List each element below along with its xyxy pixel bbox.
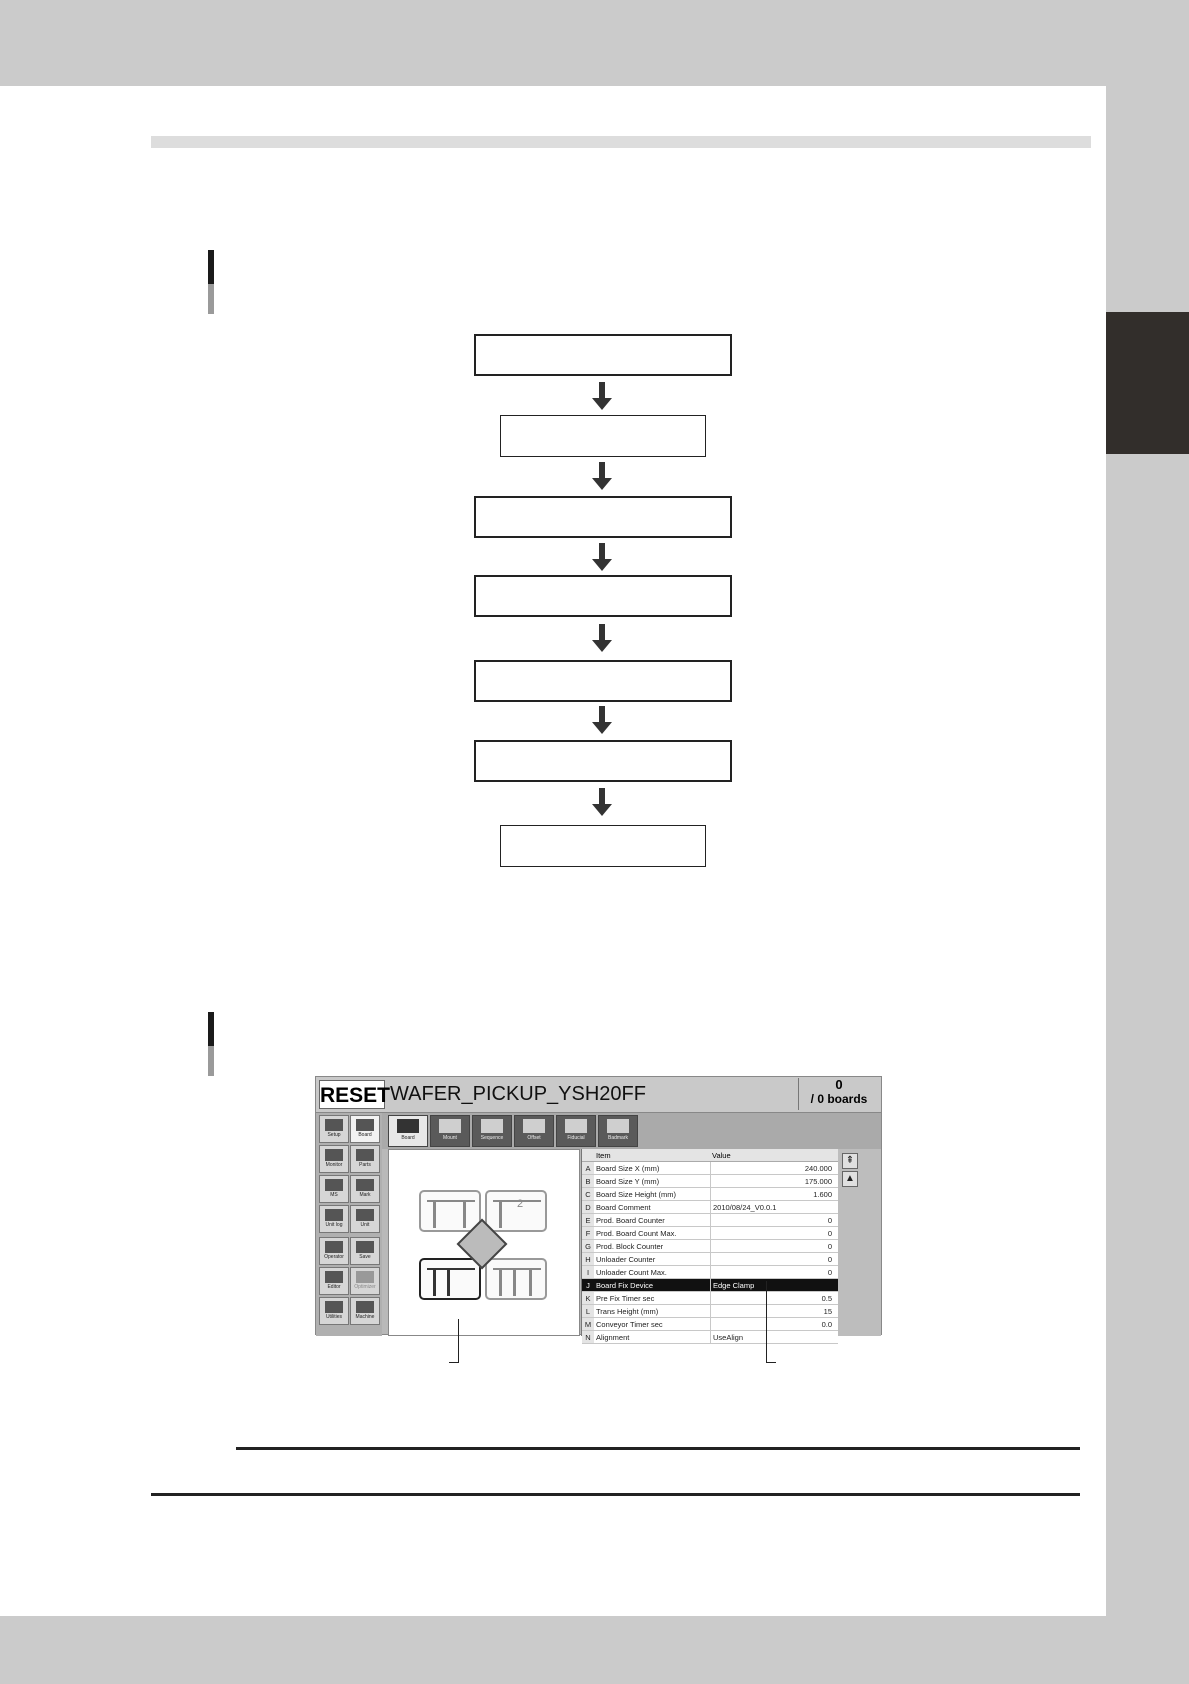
row-item: Board Comment [596,1203,651,1212]
offset-tab-icon [523,1119,545,1133]
row-item: Unloader Count Max. [596,1268,667,1277]
ui-tab-bar [382,1113,881,1149]
table-row[interactable] [582,1305,838,1318]
row-value: 1.600 [710,1188,834,1201]
row-key: E [582,1214,594,1226]
sidebar-button-parts[interactable]: Parts [350,1145,380,1173]
sidebar-button-mark[interactable]: Mark [350,1175,380,1203]
table-row[interactable] [582,1214,838,1227]
sequence-tab-icon [481,1119,503,1133]
board-count-total: / 0 boards [810,1092,868,1106]
table-row[interactable] [582,1188,838,1201]
table-row[interactable] [582,1253,838,1266]
header-bar [151,136,1091,148]
row-item: Prod. Board Counter [596,1216,665,1225]
row-value: 0 [710,1266,834,1279]
tab-mount[interactable]: Mount [430,1115,470,1147]
machine-ui-screenshot [315,1076,882,1342]
reset-button[interactable]: RESET [319,1080,385,1109]
callout-line [449,1362,459,1363]
setup-icon [325,1119,343,1131]
tab-board[interactable]: Board [388,1115,428,1147]
table-row[interactable] [582,1292,838,1305]
unit-icon [356,1209,374,1221]
row-key: J [582,1279,594,1291]
board-data-table [581,1149,838,1342]
board-name: WAFER_PICKUP_YSH20FF [390,1083,646,1105]
ms-icon [325,1179,343,1191]
board-icon [356,1119,374,1131]
sidebar-button-editor[interactable]: Editor [319,1267,349,1295]
row-value: UseAlign [710,1331,834,1344]
footer-rule [151,1493,1080,1496]
row-key: K [582,1292,594,1304]
row-item: Unloader Counter [596,1255,656,1264]
board-fix-diagram [388,1149,580,1336]
sidebar-button-ms[interactable]: MS [319,1175,349,1203]
flow-step [474,496,732,538]
row-item: Board Size Height (mm) [596,1190,677,1199]
row-item: Trans Height (mm) [596,1307,659,1316]
fix-option-number: 2 [517,1198,524,1210]
flow-arrow [592,624,612,654]
tab-offset[interactable]: Offset [514,1115,554,1147]
section-marker [208,1012,214,1076]
flow-step [474,575,732,617]
flow-step [474,740,732,782]
row-item: Conveyor Timer sec [596,1320,663,1329]
table-row[interactable] [582,1162,838,1175]
section-marker [208,250,214,314]
board-tab-icon [397,1119,419,1133]
machine-icon [356,1301,374,1313]
table-row[interactable] [582,1240,838,1253]
row-value: 240.000 [710,1162,834,1175]
row-item: Pre Fix Timer sec [596,1294,655,1303]
chapter-tab [1106,312,1189,454]
editor-icon [325,1271,343,1283]
table-row[interactable] [582,1318,838,1331]
row-value: 0 [710,1214,834,1227]
row-value: 0 [710,1227,834,1240]
row-key: H [582,1253,594,1265]
row-key: A [582,1162,594,1174]
flow-arrow [592,382,612,412]
row-key: F [582,1227,594,1239]
row-value: 15 [710,1305,834,1318]
sidebar-button-setup[interactable]: Setup [319,1115,349,1143]
row-item: Board Size X (mm) [596,1164,660,1173]
note-rule [236,1447,1080,1450]
tab-sequence[interactable]: Sequence [472,1115,512,1147]
col-value-header: Value [712,1151,731,1160]
row-value: 0 [710,1253,834,1266]
unit-log-icon [325,1209,343,1221]
mount-tab-icon [439,1119,461,1133]
sidebar-button-board[interactable]: Board [350,1115,380,1143]
row-item: Board Size Y (mm) [596,1177,660,1186]
parts-icon [356,1149,374,1161]
sidebar-button-monitor[interactable]: Monitor [319,1145,349,1173]
optimizer-icon [356,1271,374,1283]
fix-option-card[interactable] [419,1190,481,1232]
flow-step [474,660,732,702]
row-value: 175.000 [710,1175,834,1188]
flow-arrow [592,462,612,492]
flow-arrow [592,788,612,818]
row-key: C [582,1188,594,1200]
row-value: Edge Clamp [710,1279,834,1292]
table-row[interactable] [582,1175,838,1188]
row-item: Alignment [596,1333,630,1342]
table-row[interactable] [582,1227,838,1240]
col-item-header: Item [596,1151,611,1160]
flow-step [500,415,706,457]
scroll-top-button[interactable]: ⇞ [842,1153,858,1169]
operator-icon [325,1241,343,1253]
fix-option-card-selected[interactable] [419,1258,481,1300]
sidebar-button-machine[interactable]: Machine [350,1297,380,1325]
ui-sidebar [316,1113,382,1336]
callout-line [766,1362,776,1363]
callout-line [766,1281,767,1363]
fix-option-card[interactable] [485,1258,547,1300]
sidebar-button-utilities[interactable]: Utilities [319,1297,349,1325]
flow-arrow [592,543,612,573]
table-scrollbar[interactable] [838,1149,881,1336]
tab-badmark[interactable]: Badmark [598,1115,638,1147]
row-item: Prod. Board Count Max. [596,1229,677,1238]
mark-icon [356,1179,374,1191]
flow-step [474,334,732,376]
table-header [582,1149,838,1162]
flow-step [500,825,706,867]
badmark-tab-icon [607,1119,629,1133]
flow-arrow [592,706,612,736]
sidebar-button-optimizer[interactable]: Optimizer [350,1267,380,1295]
table-row[interactable] [582,1266,838,1279]
table-row-selected[interactable] [582,1279,838,1292]
row-item: Board Fix Device [596,1281,654,1290]
save-icon [356,1241,374,1253]
row-value: 0.5 [710,1292,834,1305]
sidebar-button-save[interactable]: Save [350,1237,380,1265]
table-row[interactable] [582,1201,838,1214]
fiducial-tab-icon [565,1119,587,1133]
row-key: D [582,1201,594,1213]
utilities-icon [325,1301,343,1313]
sidebar-button-unit[interactable]: Unit [350,1205,380,1233]
row-item: Prod. Block Counter [596,1242,664,1251]
row-key: B [582,1175,594,1187]
fix-option-card[interactable] [485,1190,547,1232]
row-key: N [582,1331,594,1343]
sidebar-button-operator[interactable]: Operator [319,1237,349,1265]
sidebar-button-unit-log[interactable]: Unit log [319,1205,349,1233]
monitor-icon [325,1149,343,1161]
row-key: I [582,1266,594,1278]
board-counter [798,1078,879,1110]
board-count-value: 0 [835,1077,843,1092]
tab-fiducial[interactable]: Fiducial [556,1115,596,1147]
row-key: L [582,1305,594,1317]
callout-line [458,1319,459,1363]
table-row[interactable] [582,1331,838,1344]
row-value: 0.0 [710,1318,834,1331]
row-key: G [582,1240,594,1252]
row-key: M [582,1318,594,1330]
ui-title-bar [316,1077,881,1113]
scroll-up-button[interactable]: ▲ [842,1171,858,1187]
row-value: 0 [710,1240,834,1253]
row-value: 2010/08/24_V0.0.1 [710,1201,834,1214]
